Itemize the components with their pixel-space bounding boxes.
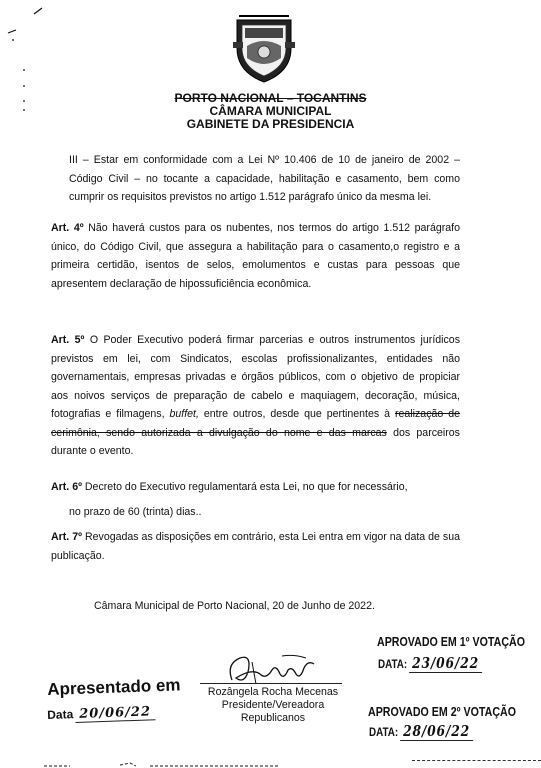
presented-date: [47, 704, 155, 724]
approval-date-first-label: DATA:: [378, 657, 408, 671]
article-5-text-b: entre outros, desde que pertinentes à: [198, 408, 395, 420]
approval-date-second-value: 28/06/22: [400, 722, 473, 741]
bottom-dashed-line: [412, 760, 541, 761]
header-city-state: PORTO NACIONAL – TOCANTINS: [174, 91, 367, 105]
bottom-scan-artifact: [40, 760, 290, 768]
approval-date-second-label: DATA:: [369, 725, 399, 739]
coat-of-arms-emblem: [233, 14, 295, 84]
article-4-label: Art. 4º: [51, 222, 84, 234]
article-5-italic: buffet,: [169, 408, 199, 420]
approval-stamp-first-vote: APROVADO EM 1º VOTAÇÃO: [377, 634, 526, 649]
signatory-party: Republicanos: [240, 712, 306, 724]
place-and-date: Câmara Municipal de Porto Nacional, 20 de Junho de 2022.: [94, 600, 375, 612]
header-office: GABINETE DA PRESIDENCIA: [186, 117, 355, 131]
signature-line: [200, 683, 342, 684]
article-5-label: Art. 5º: [51, 334, 85, 346]
article-5-text-a: O Poder Executivo poderá firmar parcerias e outros instrumentos jurídicos previstos em lei, com Sindicatos, escolas profissionalizantes, entidades não governamentais, empresas privadas e órgãos públicos, com o objetivo de propiciar aos noivos serviços de preparação de cabelo e maquiagem, decoração, música, fotografias e filmagens,: [51, 334, 460, 420]
article-4: [51, 219, 460, 293]
paragraph-item-iii: III – Estar em conformidade com a Lei Nº 10.406 de 10 de janeiro de 2002 – Código Civil – no tocante a capacidade, habilitação e casamento, bem como cumprir os requisitos previstos no artigo 1.512 parágrafo único da mesma lei.: [69, 154, 460, 203]
article-4-text: Não haverá custos para os nubentes, nos termos do artigo 1.512 parágrafo único, do Código Civil, que assegura a habilitação para o casamento,o registro e a primeira certidão, isentos de selos, emolumentos e custas para pessoas que apresentem declaração de hipossuficiência econômica.: [51, 222, 460, 290]
approval-stamp-second-vote: APROVADO EM 2º VOTAÇÃO: [368, 704, 517, 719]
presented-date-label: Data: [47, 707, 74, 722]
article-5-text-c: dos parceiros durante o evento.: [51, 426, 460, 457]
article-6: [51, 478, 460, 521]
article-7-text: Revogadas as disposições em contrário, esta Lei entra em vigor na data de sua publicação.: [51, 531, 460, 562]
article-6-text-line2: no prazo de 60 (trinta) dias..: [69, 505, 202, 518]
header-chamber: CÂMARA MUNICIPAL: [209, 104, 332, 118]
signatory-title: Presidente/Vereadora: [221, 699, 325, 711]
article-7: [51, 528, 460, 565]
article-6-label: Art. 6º: [51, 481, 82, 493]
presented-stamp: Apresentado em: [47, 675, 181, 699]
approval-date-first: [378, 654, 482, 673]
approval-date-second: [369, 722, 473, 741]
signatory-name: Rozângela Rocha Mecenas: [207, 686, 339, 698]
approval-date-first-value: 23/06/22: [409, 654, 482, 673]
article-5-struck-text: realização de cerimônia, sendo autorizada a divulgação do nome e das marcas: [51, 408, 461, 439]
article-6-text: Decreto do Executivo regulamentará esta Lei, no que for necessário,: [81, 481, 408, 493]
article-5: [51, 331, 460, 461]
article-7-label: Art. 7º: [51, 531, 82, 543]
presented-date-value: 20/06/22: [75, 704, 155, 723]
